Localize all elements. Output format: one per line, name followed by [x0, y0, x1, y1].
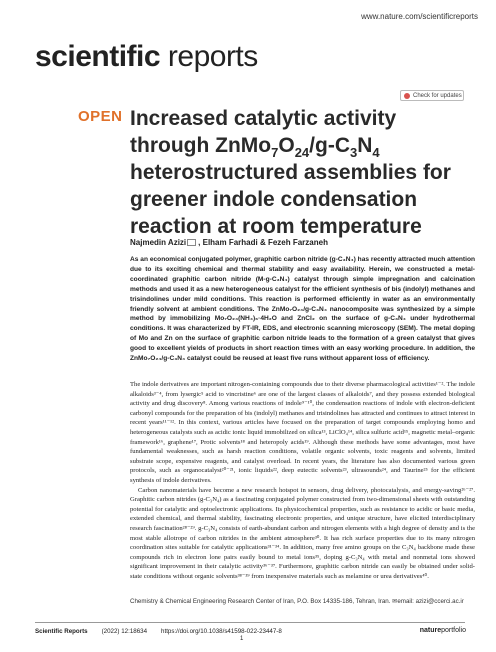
brand-light-text: reports: [160, 40, 258, 73]
author-list: [130, 238, 328, 247]
publisher-footer: [420, 627, 466, 634]
page-number: 1: [240, 636, 244, 642]
body-paragraph: The indole derivatives are important nitrogen-containing compounds due to their diverse pharmacological activities¹⁻². The indole alkaloids³⁻⁴, from lysergic⁵ acid to vincristine⁶ are one of the largest classes of alkaloids⁷, and they possess extended biological activity and drug discovery⁸. Among various reactions of indole⁹⁻¹⁰, the condensation reactions of indole with electron-deficient carbonyl compounds for the preparation of bis (indolyl) methanes and trisindolines has attracted and continues to attract interest in recent years¹¹⁻¹². In this context, various articles have focused on the preparation of target compounds employing homo and heterogeneous catalysts such as acidic ionic liquid immobilized on silica¹³, LiClO₄¹⁴, silica sulfuric acid¹⁵, magnetic metal–organic framework¹⁶, graphene¹⁷, Protic solvents¹⁸ and heteropoly acids¹⁹. Although these methods have some advantages, most have fundamental weaknesses, such as harsh reaction conditions, volatile organic solvents, toxic reagents and solvents, limited substrate scope, expensive reagents, and catalyst overload. In recent years, the literature has also documented various green protocols, such as organocatalyst²⁰⁻²¹, ionic liquids²², deep eutectic solvents²³, ultrasounds²⁴, and Taurine²⁵ for the efficient synthesis of indole derivatives.: [130, 381, 475, 484]
footer-doi-link[interactable]: https://doi.org/10.1038/s41598-022-23447-8: [161, 628, 282, 635]
email-icon[interactable]: [187, 239, 196, 246]
title-part: O: [278, 134, 295, 157]
title-part: N: [357, 134, 373, 157]
publisher-bold: nature: [419, 627, 442, 634]
corresponding-author[interactable]: Najmedin Azizi: [130, 238, 187, 247]
journal-brand-logo: [35, 40, 258, 74]
title-subscript: 3: [350, 145, 358, 161]
citation-footer: [35, 628, 282, 635]
other-authors: , Elham Farhadi & Fezeh Farzaneh: [198, 238, 328, 247]
open-access-label: OPEN: [78, 108, 123, 125]
title-part: heterostructured assemblies for greener indole condensation reaction at room temperature: [130, 161, 451, 238]
title-part: Increased catalytic activity through ZnMo: [130, 107, 397, 157]
footer-journal: Scientific Reports: [35, 628, 88, 635]
affiliation-footnote: Chemistry & Chemical Engineering Research Center of Iran, P.O. Box 14335-186, Tehran, Iran. ✉email: azizi@ccerci.ac.ir: [130, 598, 464, 605]
title-part: /g-C: [309, 134, 350, 157]
abstract: As an economical conjugated polymer, graphitic carbon nitride (g-C₃N₄) has recently attracted much attention due to its exciting chemical and thermal stability and easy availability. Herein, we constructed a metal-coordinated graphitic carbon nitride (M-g-C₃N₄) catalyst through simple impregnation and calcination methods and used it as a new heterogeneous catalyst for the efficient synthesis of bis (indolyl) methanes and trisindolines under mild conditions. This reaction is performed efficiently in water as an environmentally friendly solvent at ambient conditions. The ZnMo₇O₂₄/g-C₃N₄ nanocomposite was synthesized by a simple method by immobilizing Mo₇O₂₄(NH₄)₆·4H₂O and ZnCl₂ on the surface of g-C₃N₄ under hydrothermal conditions. It was characterized by FT-IR, EDS, and electronic scanning microscopy (SEM). The metal doping of Mo and Zn on the surface of graphitic carbon nitride leads to the formation of a green catalyst that gives good to excellent yields of products in short reaction times with an easy working procedure. In addition, the ZnMo₇O₂₄/g-C₃N₄ catalyst could be reused at least five runs without apparent loss of efficiency.: [130, 256, 475, 363]
body-paragraph: Carbon nanomaterials have become a new research hotspot in sensors, drug delivery, photocatalysis, and energy-saving²⁶⁻²⁷. Graphitic carbon nitrides (g-C₃N₄) as a fascinating conjugated polymer constructed from two-dimensional sheets with outstanding potential for catalytic and optoelectronic applications. Its physicochemical properties, such as resistance to acidic or basic media, extended chemical, and thermal stability, fascinating electronic properties, and unique structure, have elicited interdisciplinary research fascination²⁸⁻²⁹. g-C₃N₄ consists of earth-abundant carbon and nitrogen elements with a high degree of density and is the most stable allotrope of carbon nitrides in the ambient atmosphere³⁰. It has rich surface properties due to its many nitrogen coordination sites suitable for catalytic applications³¹⁻³⁴. In addition, many free amino groups on the C₃N₄ backbone made these compounds rich in electron lone pairs easily bound to metal ions³⁵, doping g-C₃N₄ with metal and nonmetal ions showed significant improvement in their catalytic activity³⁶⁻³⁷. Furthermore, graphitic carbon nitride can easily be obtained under solid-state conditions without organic solvents³⁸⁻³⁹ from inexpensive materials such as melamine or urea derivatives⁴⁰.: [130, 486, 475, 580]
journal-url[interactable]: www.nature.com/scientificreports: [361, 12, 478, 21]
check-for-updates-button[interactable]: [400, 90, 464, 101]
brand-bold-text: scientific: [35, 40, 161, 73]
title-subscript: 7: [271, 145, 279, 161]
footer-divider: [35, 622, 465, 623]
publisher-light: portfolio: [441, 627, 466, 634]
footer-year-volume: (2022) 12:18634: [101, 628, 148, 635]
title-subscript: 24: [294, 145, 310, 161]
update-badge-icon: [404, 93, 410, 99]
body-text: [130, 380, 475, 581]
title-subscript: 4: [372, 145, 380, 161]
check-for-updates-label: Check for updates: [413, 92, 462, 99]
article-title: [130, 105, 475, 240]
